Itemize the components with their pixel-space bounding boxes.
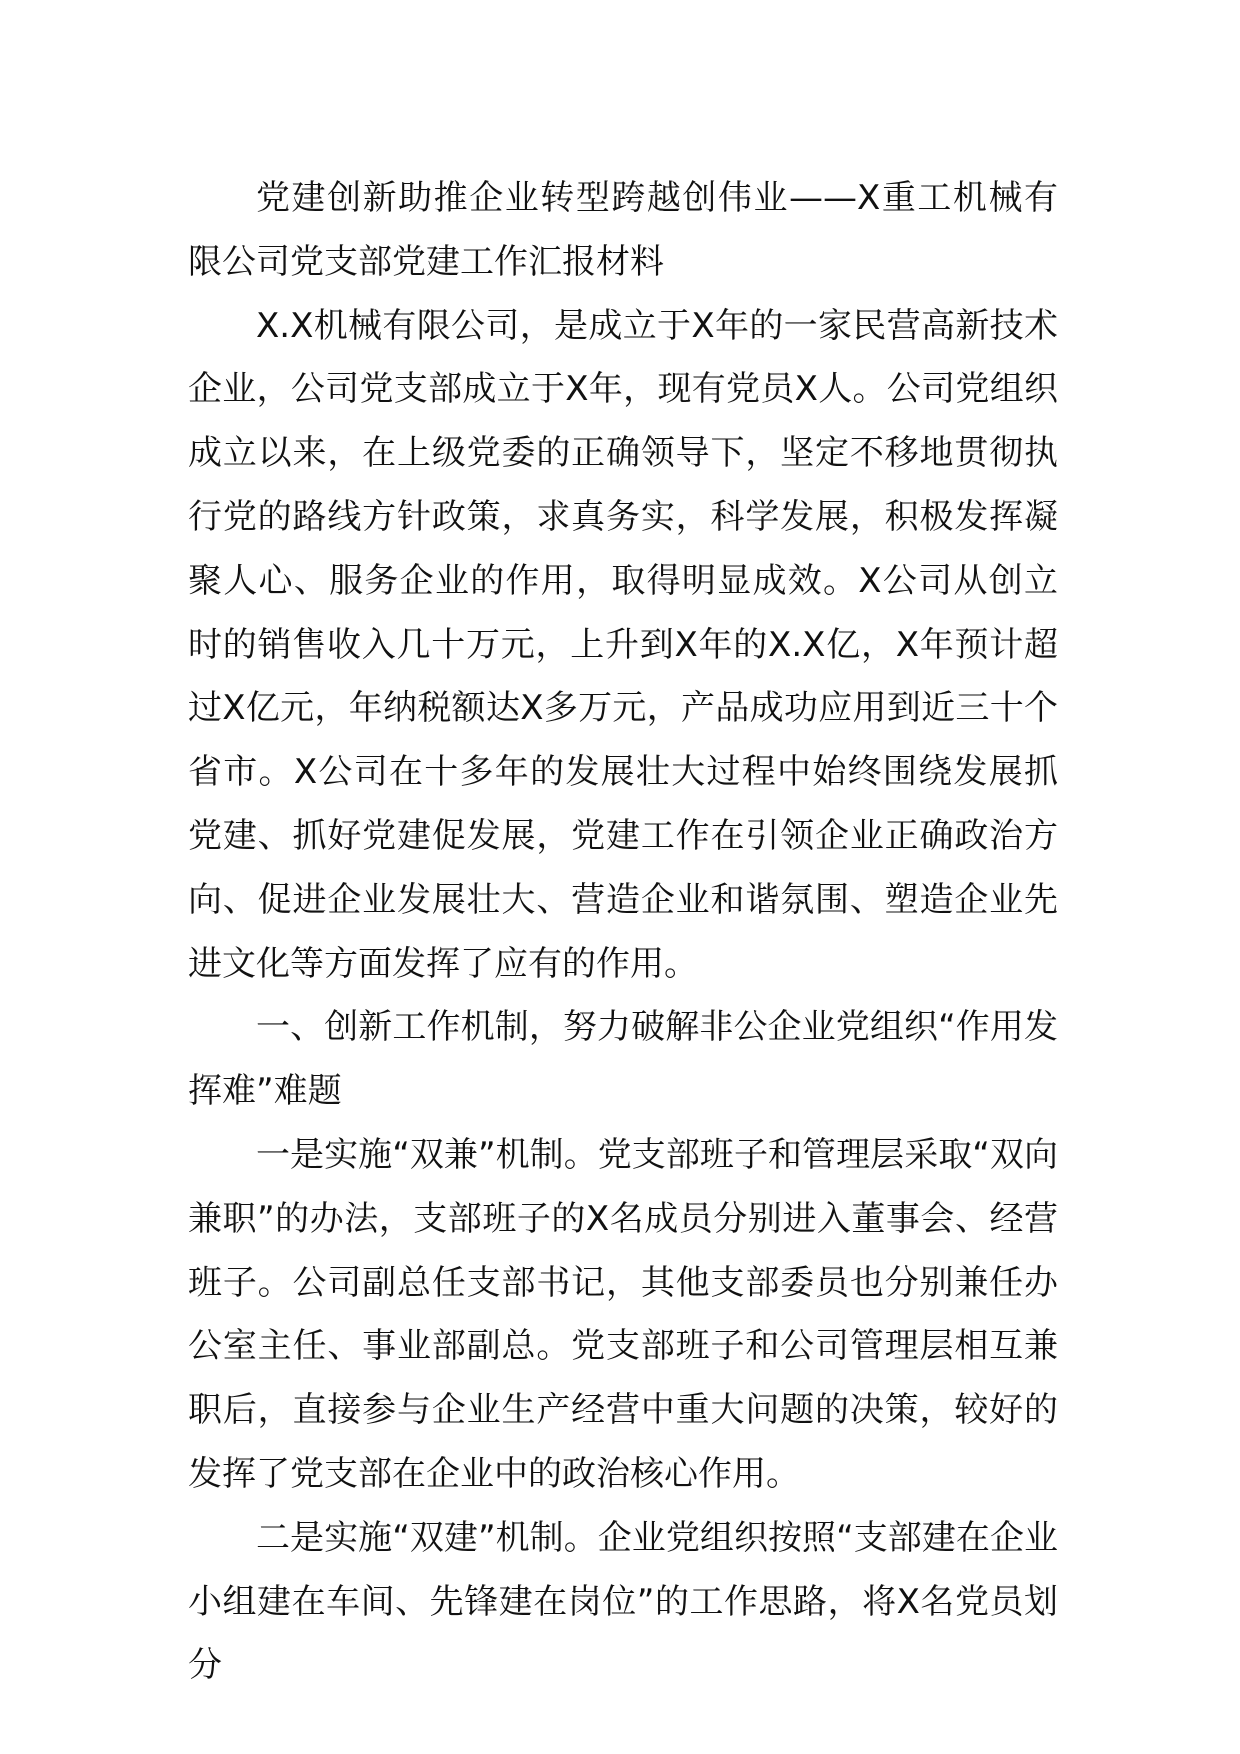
document-title: 党建创新助推企业转型跨越创伟业——X重工机械有限公司党支部党建工作汇报材料 bbox=[188, 178, 1058, 282]
document-body bbox=[188, 167, 1058, 1698]
paragraph-company-intro: X.X机械有限公司，是成立于X年的一家民营高新技术企业，公司党支部成立于X年，现有党员X人。公司党组织成立以来，在上级党委的正确领导下，坚定不移地贯彻执行党的路线方针政策，求真务实，科学发展，积极发挥凝聚人心、服务企业的作用，取得明显成效。X公司从创立时的销售收入几十万元，上升到X年的X.X亿，X年预计超过X亿元，年纳税额达X多万元，产品成功应用到近三十个省市。X公司在十多年的发展壮大过程中始终围绕发展抓党建、抓好党建促发展，党建工作在引领企业正确政治方向、促进企业发展壮大、营造企业和谐氛围、塑造企业先进文化等方面发挥了应有的作用。 bbox=[188, 305, 1058, 984]
paragraph-dual-build: 二是实施“双建”机制。企业党组织按照“支部建在企业小组建在车间、先锋建在岗位”的工作思路，将X名党员划分 bbox=[188, 1517, 1058, 1686]
paragraph-dual-position: 一是实施“双兼”机制。党支部班子和管理层采取“双向兼职”的办法，支部班子的X名成员分别进入董事会、经营班子。公司副总任支部书记，其他支部委员也分别兼任办公室主任、事业部副总。党支部班子和公司管理层相互兼职后，直接参与企业生产经营中重大问题的决策，较好的发挥了党支部在企业中的政治核心作用。 bbox=[188, 1134, 1058, 1494]
section-heading-1: 一、创新工作机制，努力破解非公企业党组织“作用发挥难”难题 bbox=[188, 1007, 1058, 1112]
